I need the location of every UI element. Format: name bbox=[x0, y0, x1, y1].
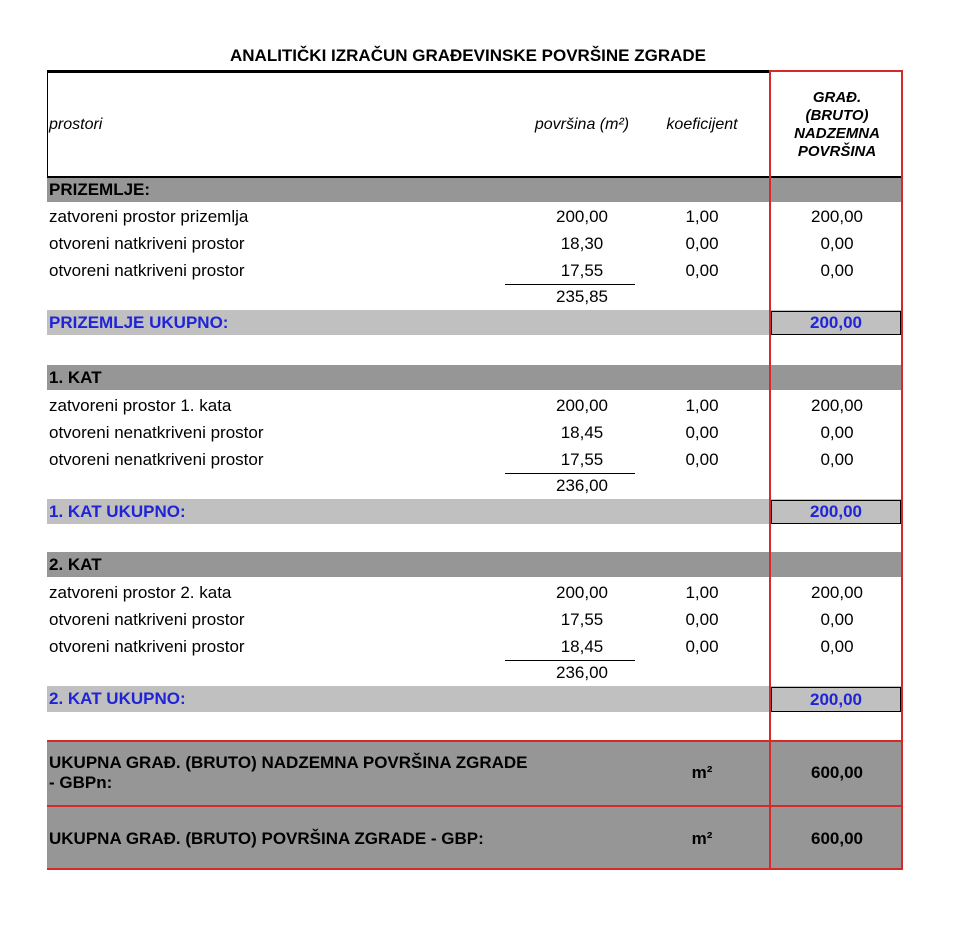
header-gbp-line: (BRUTO) bbox=[805, 107, 869, 124]
document-title: ANALITIČKI IZRAČUN GRAĐEVINSKE POVRŠINE ZGRADE bbox=[229, 46, 707, 65]
table-row bbox=[47, 606, 903, 633]
grand-total-label bbox=[49, 741, 649, 805]
space-name: zatvoreni prostor 2. kata bbox=[49, 582, 232, 602]
table-row bbox=[47, 392, 903, 419]
table-left-border bbox=[47, 70, 48, 178]
gbp-column-border-top bbox=[769, 70, 903, 72]
area-value: 200,00 bbox=[556, 395, 608, 415]
space-name: otvoreni natkriveni prostor bbox=[49, 233, 245, 253]
header-gbp-line: POVRŠINA bbox=[797, 143, 877, 160]
section-title: PRIZEMLJE: bbox=[49, 180, 151, 199]
section-header-row bbox=[47, 552, 903, 577]
section-header-row bbox=[47, 178, 903, 202]
table-row bbox=[47, 257, 903, 284]
table-row bbox=[47, 230, 903, 257]
gbp-value: 0,00 bbox=[820, 422, 854, 442]
section-header-row bbox=[47, 365, 903, 390]
coefficient-value: 0,00 bbox=[685, 609, 719, 629]
gbp-value: 0,00 bbox=[820, 636, 854, 656]
calculation-table bbox=[47, 70, 903, 870]
grand-total-unit: m² bbox=[691, 763, 713, 782]
gbp-value: 0,00 bbox=[820, 609, 854, 629]
section-total-value: 200,00 bbox=[810, 689, 862, 709]
totals-border-top bbox=[47, 740, 903, 742]
table-row bbox=[47, 633, 903, 660]
area-value: 17,55 bbox=[560, 609, 604, 629]
table-header-row bbox=[47, 73, 903, 177]
header-prostori: prostori bbox=[49, 116, 103, 133]
space-name: otvoreni nenatkriveni prostor bbox=[49, 449, 264, 469]
gbp-value: 0,00 bbox=[820, 449, 854, 469]
section-title: 2. KAT bbox=[49, 554, 102, 574]
area-value: 200,00 bbox=[556, 206, 608, 226]
grand-total-label-line: - GBPn: bbox=[49, 773, 113, 792]
table-row bbox=[47, 419, 903, 446]
grand-total-row bbox=[47, 807, 903, 870]
grand-total-row bbox=[47, 741, 903, 805]
section-title: 1. KAT bbox=[49, 367, 102, 387]
gbp-column-border-left bbox=[769, 70, 771, 870]
section-total-value: 200,00 bbox=[810, 502, 862, 521]
area-sum-row bbox=[47, 284, 903, 310]
header-gbp bbox=[771, 73, 903, 177]
area-value: 18,30 bbox=[560, 233, 604, 253]
coefficient-value: 1,00 bbox=[685, 582, 719, 602]
totals-border-bottom bbox=[47, 868, 903, 870]
space-name: otvoreni nenatkriveni prostor bbox=[49, 422, 264, 442]
table-row bbox=[47, 446, 903, 473]
space-name: otvoreni natkriveni prostor bbox=[49, 609, 245, 629]
gbp-value: 0,00 bbox=[820, 233, 854, 253]
area-sum: 236,00 bbox=[556, 476, 608, 495]
area-sum-row bbox=[47, 660, 903, 686]
header-gbp-line: GRAĐ. bbox=[812, 89, 862, 106]
area-value: 18,45 bbox=[560, 636, 604, 656]
section-total-box bbox=[771, 500, 901, 524]
coefficient-value: 1,00 bbox=[685, 206, 719, 226]
space-name: zatvoreni prostor 1. kata bbox=[49, 395, 232, 415]
table-row bbox=[47, 579, 903, 606]
header-gbp-line: NADZEMNA bbox=[794, 125, 880, 142]
section-total-box bbox=[771, 311, 901, 335]
area-value: 17,55 bbox=[560, 260, 604, 280]
coefficient-value: 1,00 bbox=[685, 395, 719, 415]
space-name: otvoreni natkriveni prostor bbox=[49, 636, 245, 656]
section-total-box bbox=[771, 687, 901, 712]
gbp-value: 200,00 bbox=[811, 206, 863, 226]
header-koeficijent: koeficijent bbox=[666, 116, 738, 133]
grand-total-label: UKUPNA GRAĐ. (BRUTO) POVRŠINA ZGRADE - GBP: bbox=[49, 828, 484, 848]
area-sum-row bbox=[47, 473, 903, 499]
coefficient-value: 0,00 bbox=[685, 636, 719, 656]
grand-total-value: 600,00 bbox=[811, 828, 863, 848]
coefficient-value: 0,00 bbox=[685, 449, 719, 469]
gbp-column-border-right bbox=[901, 70, 903, 870]
grand-total-value: 600,00 bbox=[811, 763, 863, 782]
coefficient-value: 0,00 bbox=[685, 422, 719, 442]
grand-total-label-line: UKUPNA GRAĐ. (BRUTO) NADZEMNA POVRŠINA ZGRADE bbox=[49, 753, 528, 772]
area-sum: 235,85 bbox=[556, 287, 608, 306]
section-total-label: PRIZEMLJE UKUPNO: bbox=[49, 312, 229, 332]
gbp-value: 200,00 bbox=[811, 395, 863, 415]
area-sum: 236,00 bbox=[556, 663, 608, 682]
coefficient-value: 0,00 bbox=[685, 260, 719, 280]
section-total-label: 2. KAT UKUPNO: bbox=[49, 689, 186, 708]
grand-total-unit: m² bbox=[691, 828, 713, 848]
area-value: 18,45 bbox=[560, 422, 604, 442]
space-name: otvoreni natkriveni prostor bbox=[49, 260, 245, 280]
area-value: 17,55 bbox=[560, 449, 604, 469]
gbp-value: 0,00 bbox=[820, 260, 854, 280]
totals-border-middle bbox=[47, 805, 903, 807]
coefficient-value: 0,00 bbox=[685, 233, 719, 253]
space-name: zatvoreni prostor prizemlja bbox=[49, 206, 249, 226]
area-value: 200,00 bbox=[556, 582, 608, 602]
section-total-label: 1. KAT UKUPNO: bbox=[49, 501, 186, 521]
table-row bbox=[47, 203, 903, 230]
section-total-value: 200,00 bbox=[810, 313, 862, 332]
gbp-value: 200,00 bbox=[811, 582, 863, 602]
header-povrsina: površina (m²) bbox=[534, 116, 630, 133]
